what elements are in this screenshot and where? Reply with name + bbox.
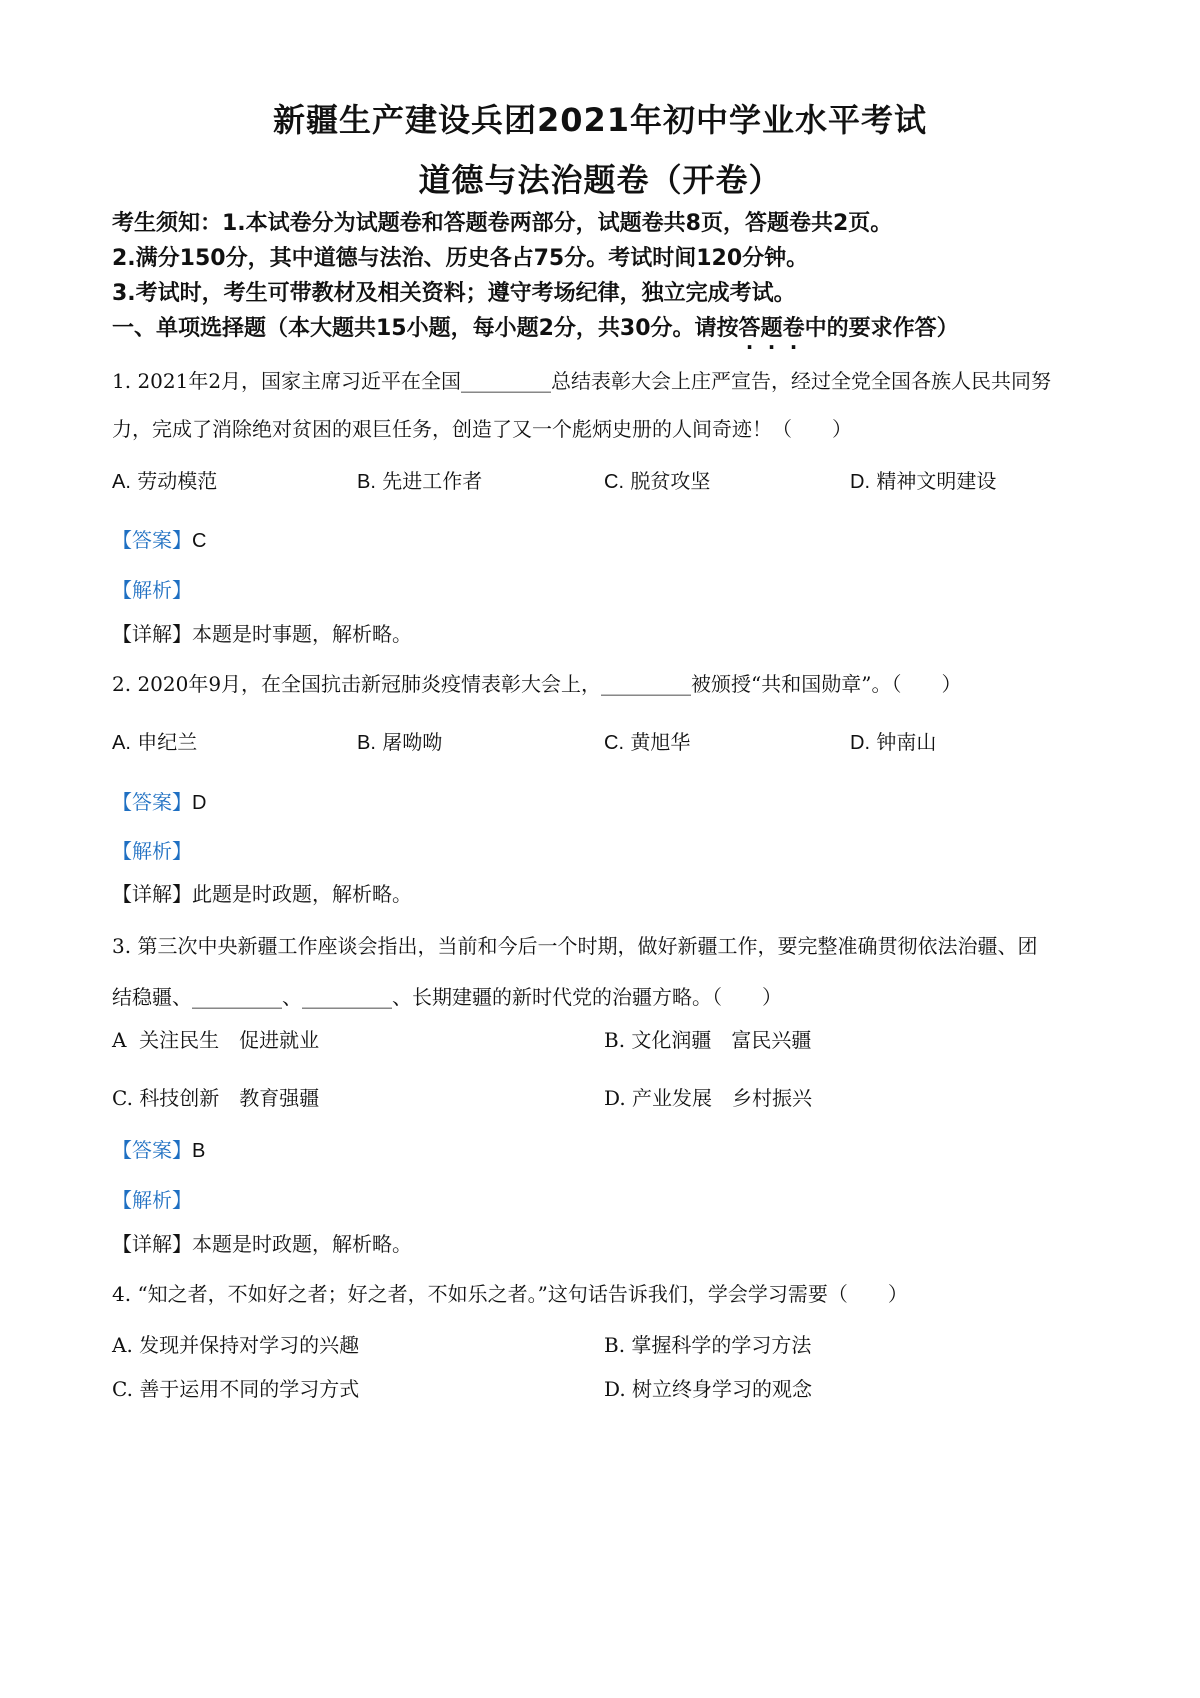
question-2-option-c: C. 黄旭华 <box>604 730 691 754</box>
question-2-detail: 【详解】此题是时政题，解析略。 <box>112 882 412 906</box>
question-3-option-a: A 关注民生 促进就业 <box>112 1028 320 1052</box>
question-1-option-a: A. 劳动模范 <box>112 469 218 493</box>
question-2-option-b: B. 屠呦呦 <box>357 730 443 754</box>
question-1-analysis: 【解析】 <box>112 578 192 602</box>
question-3-detail: 【详解】本题是时政题，解析略。 <box>112 1232 412 1256</box>
question-2-analysis: 【解析】 <box>112 839 192 863</box>
emphasis-char: 答 <box>738 316 761 341</box>
question-3-stem-line-2: 结稳疆、_________、_________、长期建疆的新时代党的治疆方略。（ ） <box>112 985 782 1009</box>
notice-line-1: 考生须知：1.本试卷分为试题卷和答题卷两部分，试题卷共8页，答题卷共2页。 <box>112 211 893 236</box>
exam-title: 新疆生产建设兵团2021年初中学业水平考试 <box>272 101 928 139</box>
question-3-answer: 【答案】B <box>112 1138 206 1162</box>
question-1-option-d: D. 精神文明建设 <box>850 469 997 493</box>
question-1-detail: 【详解】本题是时事题，解析略。 <box>112 622 412 646</box>
question-2-option-d: D. 钟南山 <box>850 730 937 754</box>
section-heading <box>112 311 959 342</box>
question-4-option-c: C. 善于运用不同的学习方式 <box>112 1377 360 1401</box>
question-2-answer: 【答案】D <box>112 790 207 814</box>
question-4-option-b: B. 掌握科学的学习方法 <box>604 1333 812 1357</box>
question-2-stem-line-1: 2. 2020年9月，在全国抗击新冠肺炎疫情表彰大会上，_________被颁授“共和国勋章”。（ ） <box>112 672 962 696</box>
question-3-option-b: B. 文化润疆 富民兴疆 <box>604 1028 812 1052</box>
notice-line-2: 2.满分150分，其中道德与法治、历史各占75分。考试时间120分钟。 <box>112 246 809 271</box>
question-3-stem-line-1: 3. 第三次中央新疆工作座谈会指出，当前和今后一个时期，做好新疆工作，要完整准确贯彻依法治疆、团 <box>112 934 1038 958</box>
question-1-stem-line-1: 1. 2021年2月，国家主席习近平在全国_________总结表彰大会上庄严宣告，经过全党全国各族人民共同努 <box>112 369 1052 393</box>
emphasis-char: 卷 <box>782 316 805 341</box>
emphasis-char: 题 <box>760 316 783 341</box>
exam-subtitle: 道德与法治题卷（开卷） <box>418 161 782 199</box>
question-1-option-b: B. 先进工作者 <box>357 469 483 493</box>
question-4-stem-line-1: 4. “知之者，不如好之者；好之者，不如乐之者。”这句话告诉我们，学会学习需要（ ） <box>112 1282 908 1306</box>
question-3-analysis: 【解析】 <box>112 1188 192 1212</box>
question-1-answer: 【答案】C <box>112 528 207 552</box>
section-heading-part-a: 一、单项选择题（本大题共15小题，每小题2分，共30分。请按 <box>112 316 739 341</box>
notice-line-3: 3.考试时，考生可带教材及相关资料；遵守考场纪律，独立完成考试。 <box>112 281 796 306</box>
question-3-option-d: D. 产业发展 乡村振兴 <box>604 1086 813 1110</box>
question-1-stem-line-2: 力，完成了消除绝对贫困的艰巨任务，创造了又一个彪炳史册的人间奇迹！（ ） <box>112 417 852 441</box>
question-4-option-d: D. 树立终身学习的观念 <box>604 1377 813 1401</box>
question-3-option-c: C. 科技创新 教育强疆 <box>112 1086 320 1110</box>
section-heading-part-b: 中的要求作答） <box>804 316 959 341</box>
question-2-option-a: A. 申纪兰 <box>112 730 198 754</box>
question-4-option-a: A. 发现并保持对学习的兴趣 <box>112 1333 360 1357</box>
question-1-option-c: C. 脱贫攻坚 <box>604 469 711 493</box>
